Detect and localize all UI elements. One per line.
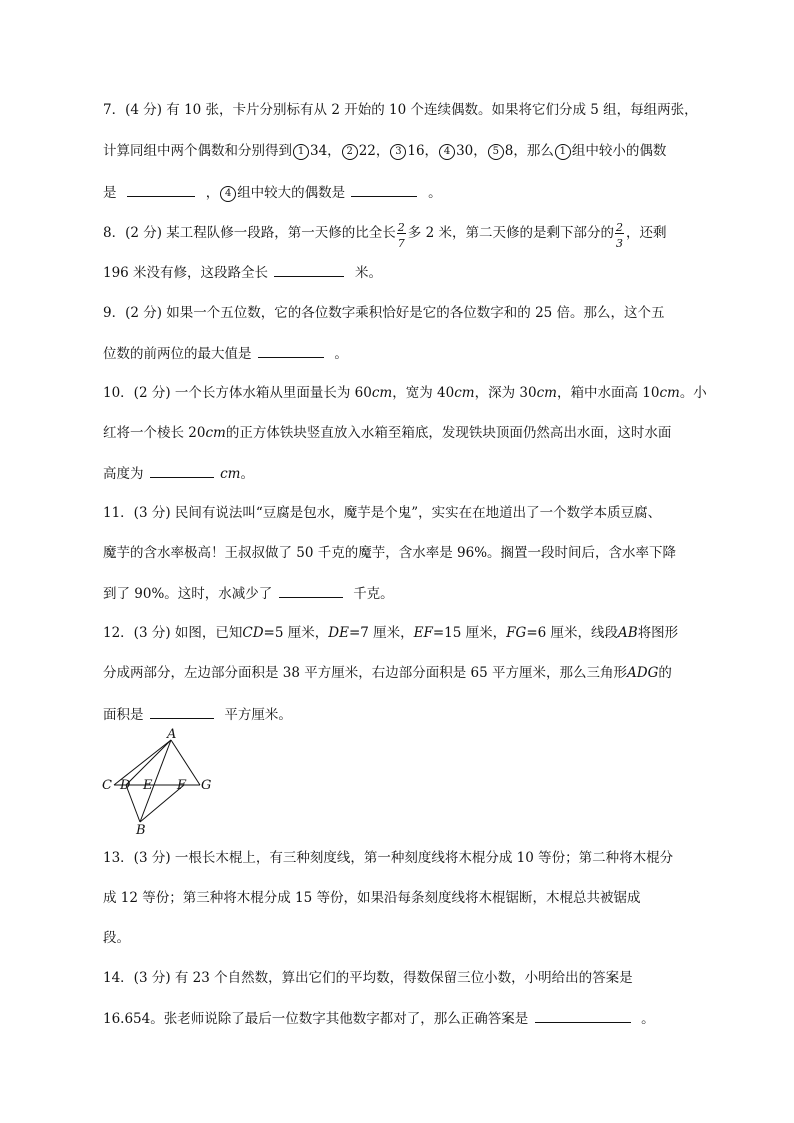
q10-text: ，箱中水面高 10 bbox=[556, 385, 660, 401]
unit-cm: cm bbox=[371, 385, 393, 401]
q10-text: 红将一个棱长 20 bbox=[103, 425, 206, 441]
segment-label: CD bbox=[242, 625, 264, 641]
q11-line-3 bbox=[103, 583, 394, 604]
q7-line-2 bbox=[103, 141, 666, 161]
q7-value: 22， bbox=[358, 143, 390, 159]
q7-line-3 bbox=[103, 182, 442, 203]
q13-line-3 bbox=[103, 928, 130, 948]
q14-text: 16.654。张老师说除了最后一位数字其他数字都对了，那么正确答案是 bbox=[103, 1011, 529, 1027]
unit-cm: cm bbox=[659, 385, 680, 401]
geometry-figure bbox=[100, 728, 220, 838]
q12-line-2 bbox=[103, 663, 672, 683]
q7-text: ， bbox=[205, 185, 220, 201]
q12-text: =15 厘米， bbox=[432, 625, 507, 641]
unit-cm: cm bbox=[220, 466, 241, 482]
denominator: 7 bbox=[397, 236, 405, 250]
q10-line-3 bbox=[103, 463, 254, 484]
q11-line-2 bbox=[103, 543, 676, 563]
numerator: 2 bbox=[615, 220, 623, 234]
segment-label: EF bbox=[413, 625, 433, 641]
q13-text: 13．(3 分) 一根长木棍上，有三种刻度线，第一种刻度线将木棍分成 10 等份；第二种将木棍分 bbox=[103, 850, 674, 866]
q14-line-1 bbox=[103, 968, 633, 988]
q12-line-1 bbox=[103, 623, 678, 643]
segment-label: AB bbox=[618, 625, 638, 641]
q7-value: 30， bbox=[456, 143, 487, 159]
q12-text: 平方厘米。 bbox=[224, 707, 292, 723]
segment-label: DE bbox=[328, 625, 349, 641]
q8-text: 8．(2 分) 某工程队修一段路，第一天修的比全长 bbox=[103, 225, 396, 241]
q10-text: 的正方体铁块竖直放入水箱至箱底，发现铁块顶面仍然高出水面，这时水面 bbox=[225, 425, 672, 441]
q8-line-2 bbox=[103, 262, 382, 283]
answer-blank[interactable] bbox=[127, 182, 195, 197]
q9-line-2 bbox=[103, 343, 348, 364]
q7-text: 是 bbox=[103, 185, 117, 201]
q12-line-3 bbox=[103, 704, 292, 725]
q10-text: 。 bbox=[240, 466, 254, 482]
q14-text: 。 bbox=[641, 1011, 655, 1027]
q10-text: 。小 bbox=[679, 385, 707, 401]
answer-blank[interactable] bbox=[279, 583, 343, 598]
q12-text: 分成两部分，左边部分面积是 38 平方厘米，右边部分面积是 65 平方厘米，那么三角形 bbox=[103, 665, 628, 681]
answer-blank[interactable] bbox=[351, 182, 417, 197]
answer-blank[interactable] bbox=[150, 463, 214, 478]
q14-text: 14．(3 分) 有 23 个自然数，算出它们的平均数，得数保留三位小数，小明给出的答案是 bbox=[103, 970, 633, 986]
circled-number: 4 bbox=[220, 186, 236, 202]
q12-text: 的 bbox=[658, 665, 672, 681]
q8-text: ，还剩 bbox=[625, 225, 667, 241]
q8-text: 196 米没有修，这段路全长 bbox=[103, 265, 269, 281]
q7-text: 计算同组中两个偶数和分别得到 bbox=[103, 143, 292, 159]
q13-line-2 bbox=[103, 888, 641, 908]
denominator: 3 bbox=[615, 236, 623, 250]
q9-line-1 bbox=[103, 303, 665, 323]
answer-blank[interactable] bbox=[150, 704, 214, 719]
q10-text: ，宽为 40 bbox=[392, 385, 455, 401]
point-f-label: F bbox=[177, 778, 187, 793]
q7-text: 组中较小的偶数 bbox=[571, 143, 667, 159]
q7-value: 34， bbox=[310, 143, 341, 159]
q7-text: 7．(4 分) 有 10 张，卡片分别标有从 2 开始的 10 个连续偶数。如果将它们分成 5 组，每组两张， bbox=[103, 102, 698, 118]
fraction-2-7 bbox=[397, 220, 407, 250]
q13-text: 成 12 等份；第三种将木棍分成 15 等份，如果沿每条刻度线将木棍锯断，木棍总共被锯成 bbox=[103, 890, 641, 906]
q9-text: 9．(2 分) 如果一个五位数，它的各位数字乘积恰好是它的各位数字和的 25 倍。那么，这个五 bbox=[103, 305, 665, 321]
point-d-label: D bbox=[120, 778, 131, 793]
q7-value: 16， bbox=[407, 143, 439, 159]
answer-blank[interactable] bbox=[274, 262, 344, 277]
q10-text: 高度为 bbox=[103, 466, 144, 482]
circled-number: 5 bbox=[488, 144, 504, 160]
segment-label: FG bbox=[506, 625, 527, 641]
point-g-label: G bbox=[201, 778, 212, 793]
point-e-label: E bbox=[143, 778, 153, 793]
q11-line-1 bbox=[103, 503, 661, 523]
circled-number: 1 bbox=[555, 144, 571, 160]
q11-text: 千克。 bbox=[353, 586, 394, 602]
point-b-label: B bbox=[136, 823, 146, 838]
circled-number: 1 bbox=[293, 144, 309, 160]
q11-text: 11．(3 分) 民间有说法叫“豆腐是包水，魔芋是个鬼”，实实在在地道出了一个数学本质豆腐、 bbox=[103, 505, 662, 521]
triangle-label: ADG bbox=[627, 665, 659, 681]
q13-line-1 bbox=[103, 848, 673, 868]
unit-cm: cm bbox=[536, 385, 557, 401]
q12-text: =7 厘米， bbox=[348, 625, 414, 641]
answer-blank[interactable] bbox=[535, 1008, 631, 1023]
q7-text: 组中较大的偶数是 bbox=[237, 185, 346, 201]
q11-text: 到了 90%。这时，水减少了 bbox=[103, 586, 273, 602]
q12-text: 12．(3 分) 如图，已知 bbox=[103, 625, 243, 641]
q13-text: 段。 bbox=[103, 930, 130, 946]
q10-line-2 bbox=[103, 423, 671, 443]
q10-line-1 bbox=[103, 383, 707, 403]
q12-text: 将图形 bbox=[637, 625, 679, 641]
point-a-label: A bbox=[167, 728, 177, 742]
q14-line-2 bbox=[103, 1008, 655, 1029]
circled-number: 2 bbox=[342, 144, 358, 160]
circled-number: 4 bbox=[439, 144, 455, 160]
circled-number: 3 bbox=[390, 144, 406, 160]
q8-text: 多 2 米，第二天修的是剩下部分的 bbox=[407, 225, 614, 241]
q8-line-1 bbox=[103, 220, 667, 250]
q12-text: =5 厘米， bbox=[263, 625, 329, 641]
q11-text: 魔芋的含水率极高！王叔叔做了 50 千克的魔芋，含水率是 96%。搁置一段时间后，含水率下降 bbox=[103, 545, 677, 561]
point-c-label: C bbox=[102, 778, 112, 793]
answer-blank[interactable] bbox=[258, 343, 324, 358]
q7-text: 。 bbox=[428, 185, 442, 201]
q7-value: 8，那么 bbox=[504, 143, 554, 159]
q10-text: 10．(2 分) 一个长方体水箱从里面量长为 60 bbox=[103, 385, 372, 401]
q12-text: =6 厘米，线段 bbox=[526, 625, 619, 641]
q9-text: 位数的前两位的最大值是 bbox=[103, 346, 252, 362]
q9-text: 。 bbox=[334, 346, 348, 362]
numerator: 2 bbox=[397, 220, 405, 234]
q8-text: 米。 bbox=[354, 265, 382, 281]
unit-cm: cm bbox=[454, 385, 475, 401]
q12-text: 面积是 bbox=[103, 707, 144, 723]
unit-cm: cm bbox=[205, 425, 226, 441]
fraction-2-3 bbox=[615, 220, 625, 250]
q7-line-1 bbox=[103, 100, 698, 120]
q10-text: ，深为 30 bbox=[474, 385, 537, 401]
